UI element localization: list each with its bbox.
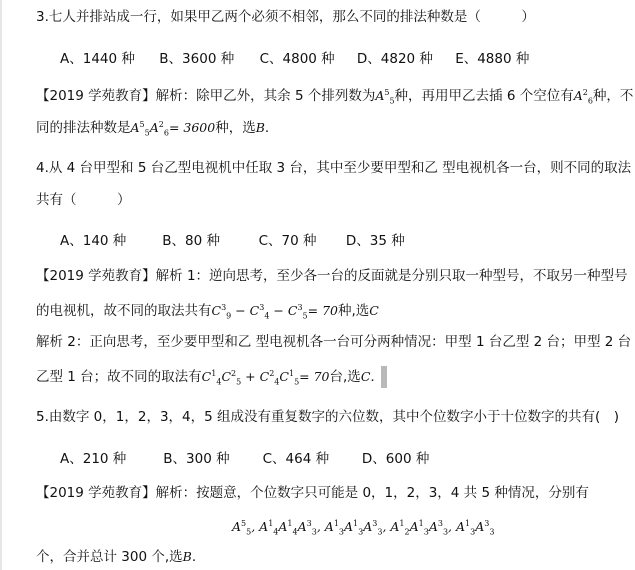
q5-analysis-line1: 【2019 学苑教育】解析：按题意，个位数字只可能是 0，1，2，3，4 共 5 种情况，分别有 <box>36 485 589 501</box>
q3-option-c: C、4800 种 <box>259 51 335 67</box>
q4-option-b: B、80 种 <box>162 233 221 249</box>
q5-analysis-text-2a: 个，合并总计 300 个,选 <box>36 549 183 565</box>
q5-answer: B <box>182 549 192 564</box>
q3-analysis-text-2a: 同的排法种数是 <box>36 120 131 137</box>
text-cursor-marker <box>381 366 387 388</box>
q3-options <box>60 49 605 69</box>
q5-formula-list: $A^5_5$, $A^1_4A^1_4A^3_3$, $A^1_3A^1_3A^3_3$, $A^1_2A^1_3A^3_3$, $A^1_3A^3_3$ <box>232 519 495 537</box>
q3-option-a: A、1440 种 <box>60 51 135 67</box>
q3-formula-a62: $A^2_6$ <box>573 88 593 106</box>
q3-answer: B <box>255 120 265 136</box>
q4-formula-combination-difference: $C^3_9 - C^3_4 - C^3_5$ <box>211 303 308 321</box>
q4-analysis2-text-d: 台,选 <box>329 369 361 386</box>
q3-analysis-text-c: 种，不 <box>592 88 634 105</box>
q5-answer-suffix: . <box>191 549 197 565</box>
q4-option-d: D、35 种 <box>345 233 405 249</box>
q4-formula-result-2: = 70 <box>299 369 330 385</box>
q3-option-e: E、4880 种 <box>455 51 530 67</box>
q3-question: 3.七人并排站成一行，如果甲乙两个必须不相邻，那么不同的排法种数是（ ） <box>36 9 535 25</box>
q4-analysis2-text-b: 乙型 1 台；故不同的取法有 <box>36 369 202 386</box>
q4-formula-result-1: = 70 <box>307 303 338 319</box>
q4-formula-combination-sum: $C^1_4C^2_5 + C^2_4C^1_5$ <box>201 369 300 387</box>
q3-option-d: D、4820 种 <box>356 51 433 67</box>
q3-answer-suffix: . <box>264 120 270 137</box>
q3-analysis-text-b: 种，再用甲乙去插 6 个空位有 <box>394 88 574 105</box>
q3-formula-result: = 3600 <box>168 120 216 136</box>
q5-option-d: D、600 种 <box>361 451 430 467</box>
q4-option-a: A、140 种 <box>60 233 127 249</box>
q5-question: 5.由数字 0，1，2，3，4，5 组成没有重复数字的六位数，其中个位数字小于十位数字的共有( ) <box>36 409 620 425</box>
q3-formula-product: $A^5_5A^2_6$ <box>130 120 169 138</box>
q4-options <box>60 231 605 251</box>
q4-analysis2-line2 <box>36 364 605 393</box>
q4-analysis1-text-b: 的电视机，故不同的取法共有 <box>36 303 212 320</box>
q3-formula-a55: $A^5_5$ <box>375 88 395 106</box>
q3-analysis-text: 【2019 学苑教育】解析：除甲乙外，其余 5 个排列数为 <box>36 88 376 105</box>
q4-answer-1: C <box>369 303 379 319</box>
q5-formula-line <box>232 514 605 543</box>
q5-option-b: B、300 种 <box>163 451 230 467</box>
q3-analysis-line2 <box>36 115 605 144</box>
q5-option-a: A、210 种 <box>60 451 127 467</box>
q5-analysis-line2 <box>36 547 605 567</box>
q4-answer-2: C <box>360 369 371 385</box>
q4-analysis1-line2 <box>36 298 605 327</box>
q5-options <box>60 449 605 469</box>
q4-option-c: C、70 种 <box>258 233 317 249</box>
q4-question: 4.从 4 台甲型和 5 台乙型电视机中任取 3 台，其中至少要甲型和乙 型电视机各一台，则不同的取法 <box>36 160 632 176</box>
q4-analysis2-line1: 解析 2：正向思考，至少要甲型和乙 型电视机各一台可分两种情况：甲型 1 台乙型 2 台；甲型 2 台 <box>36 334 632 350</box>
q3-analysis-text-2c: 种，选 <box>215 120 256 137</box>
q4-analysis1-line1: 【2019 学苑教育】解析 1：逆向思考，至少各一台的反面就是分别只取一种型号，不取另一种型号 <box>36 268 628 284</box>
q3-option-b: B、3600 种 <box>159 51 235 67</box>
page-edge <box>0 0 2 570</box>
q4-question-cont: 共有（ ） <box>36 192 131 208</box>
q5-option-c: C、464 种 <box>262 451 330 467</box>
q4-answer-suffix: . <box>370 369 375 386</box>
q3-analysis-line1 <box>36 83 634 112</box>
q4-analysis1-text-d: 种,选 <box>338 303 370 320</box>
